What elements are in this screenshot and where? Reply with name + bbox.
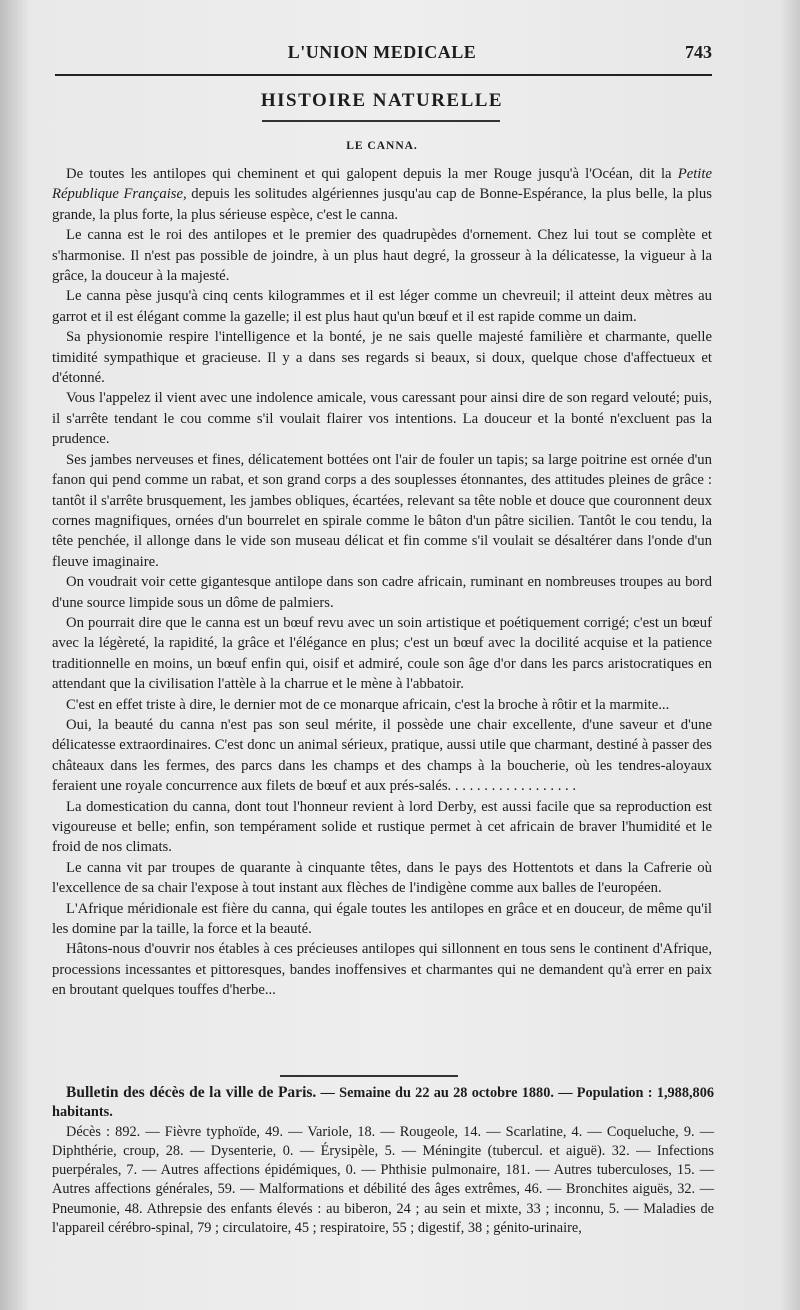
paragraph: On voudrait voir cette gigantesque antilope dans son cadre africain, ruminant en nombreuses troupes au bord d'une source limpide sous un dôme de palmiers. bbox=[52, 574, 712, 611]
paragraph: Hâtons-nous d'ouvrir nos étables à ces précieuses antilopes qui sillonnent en tous sens le continent d'Afrique, processions incessantes et pittoresques, bandes inoffensives et charmantes qui ne demandent qu'à errer en paix en broutant quelques touffes d'herbe... bbox=[52, 941, 712, 999]
journal-title: L'UNION MEDICALE bbox=[287, 42, 477, 62]
bulletin-title: Bulletin des décès de la ville de Paris. bbox=[66, 1084, 317, 1101]
section-rule bbox=[262, 120, 500, 122]
death-bulletin bbox=[52, 1083, 714, 1238]
article-body bbox=[52, 164, 712, 1001]
page-number: 743 bbox=[685, 42, 712, 62]
paragraph: C'est en effet triste à dire, le dernier mot de ce monarque africain, c'est la broche à rôtir et la marmite... bbox=[66, 696, 670, 713]
paragraph: L'Afrique méridionale est fière du canna, qui égale toutes les antilopes en grâce et en douceur, de même qu'il les domine par la taille, la force et la beauté. bbox=[52, 900, 712, 938]
source-name: Petite République Française, bbox=[52, 166, 712, 203]
paragraph: Le canna est le roi des antilopes et le premier des quadrupèdes d'ornement. Chez lui tout se complète et s'harmonise. Il n'est pas possible de joindre, à un plus haut degré, la grosseur à la délicatesse, la vigueur à la grâce, la douceur à la majesté. bbox=[52, 227, 712, 285]
paragraph: Vous l'appelez il vient avec une indolence amicale, vous caressant pour ainsi dire de son regard velouté; puis, il s'arrête tendant le cou comme s'il voulait flairer vos intentions. La douceur et la bonté n'excluent pas la prudence. bbox=[52, 390, 712, 448]
bulletin-rule bbox=[280, 1075, 458, 1077]
running-head bbox=[52, 38, 712, 68]
paragraph: Le canna vit par troupes de quarante à cinquante têtes, dans le pays des Hottentots et dans la Cafrerie où l'excellence de sa chair l'expose à tout instant aux flèches de l'indigène comme aux balles de l'européen. bbox=[52, 859, 712, 897]
paragraph: Le canna pèse jusqu'à cinq cents kilogrammes et il est léger comme un chevreuil; il atteint deux mètres au garrot et il est élégant comme la gazelle; il est plus haut qu'un bœuf et il est rapide comme un daim. bbox=[52, 288, 712, 325]
paragraph: Oui, la beauté du canna n'est pas son seul mérite, il possède une chair excellente, d'une saveur et d'une délicatesse extraordinaires. C'est donc un animal sérieux, pratique, aussi utile que charmant, destiné à passer des châteaux dans les fermes, des parcs dans les champs et des champs à la boucherie, où les tendres-aloyaux feraient une royale concurrence aux filets de bœuf et aux prés-salés. . . . . . . . . . . . . . . . . . bbox=[52, 716, 712, 795]
article-title: LE CANNA. bbox=[346, 140, 418, 152]
paragraph: Ses jambes nerveuses et fines, délicatement bottées ont l'air de fouler un tapis; sa large poitrine est ornée d'un fanon qui pend comme un rabat, et son grand corps a des souplesses étonnantes, des attitudes pleines de grâce : tantôt il s'arrête brusquement, les jambes obliques, écartées, relevant sa tête noble et douce que couronnent deux cornes magnifiques, ornées d'un bourrelet en spirale comme le bâton d'un pâtre sicilien. Tantôt le cou tendu, la tête penchée, il allonge dans le vide son museau délicat et fin comme s'il voulait se désaltérer dans l'onde d'un fleuve imaginaire. bbox=[52, 451, 712, 570]
section-title: HISTOIRE NATURELLE bbox=[260, 90, 504, 111]
bulletin-week: — Semaine du 22 au 28 octobre 1880. — Population : 1,988,806 habitants. bbox=[52, 1085, 714, 1121]
bulletin-heading bbox=[52, 1083, 714, 1123]
paragraph: La domestication du canna, dont tout l'honneur revient à lord Derby, est aussi facile que sa reproduction est vigoureuse et belle; enfin, son tempérament solide et rustique permet à cet africain de braver l'humidité et le froid de nos climats. bbox=[52, 798, 712, 856]
header-rule bbox=[55, 74, 712, 76]
paragraph: De toutes les antilopes qui cheminent et qui galopent depuis la mer Rouge jusqu'à l'Océan, dit la Petite République Française, depuis les solitudes algériennes jusqu'au cap de Bonne-Espérance, la plus belle, la plus grande, la plus forte, la plus sérieuse espèce, c'est le canna. bbox=[52, 166, 712, 223]
paragraph: On pourrait dire que le canna est un bœuf revu avec un soin artistique et poétiquement corrigé; c'est un bœuf avec la légèreté, la rapidité, la grâce et l'élégance en plus; c'est un bœuf avec la docilité acquise et la patience traditionnelle en moins, un bœuf enfin qui, oisif et admiré, coule son âge d'or dans les parcs aristocratiques en attendant que la civilisation l'attèle à la charrue et le mène à l'abbatoir. bbox=[52, 614, 712, 693]
paragraph: Sa physionomie respire l'intelligence et la bonté, je ne sais quelle majesté familière et charmante, quelle timidité sympathique et gracieuse. Il y a dans ses regards si beaux, si doux, quelque chose d'affectueux et d'étonné. bbox=[52, 329, 712, 387]
bulletin-stats: Décès : 892. — Fièvre typhoïde, 49. — Variole, 18. — Rougeole, 14. — Scarlatine, 4. — Coqueluche, 9. — Diphthérie, croup, 28. — Dysenterie, 0. — Érysipèle, 5. — Méningite (tubercul. et aiguë). 32. — Infections puerpérales, 7. — Autres affections épidémiques, 0. — Phthisie pulmonaire, 181. — Autres tuberculoses, 15. — Autres affections générales, 59. — Malformations et débilité des âges extrêmes, 46. — Bronchites aiguës, 32. — Pneumonie, 48. Athrepsie des enfants élevés : au biberon, 24 ; au sein et mixte, 33 ; inconnu, 5. — Maladies de l'appareil cérébro-spinal, 79 ; circulatoire, 45 ; respiratoire, 55 ; digestif, 38 ; génito-urinaire, bbox=[52, 1123, 714, 1237]
